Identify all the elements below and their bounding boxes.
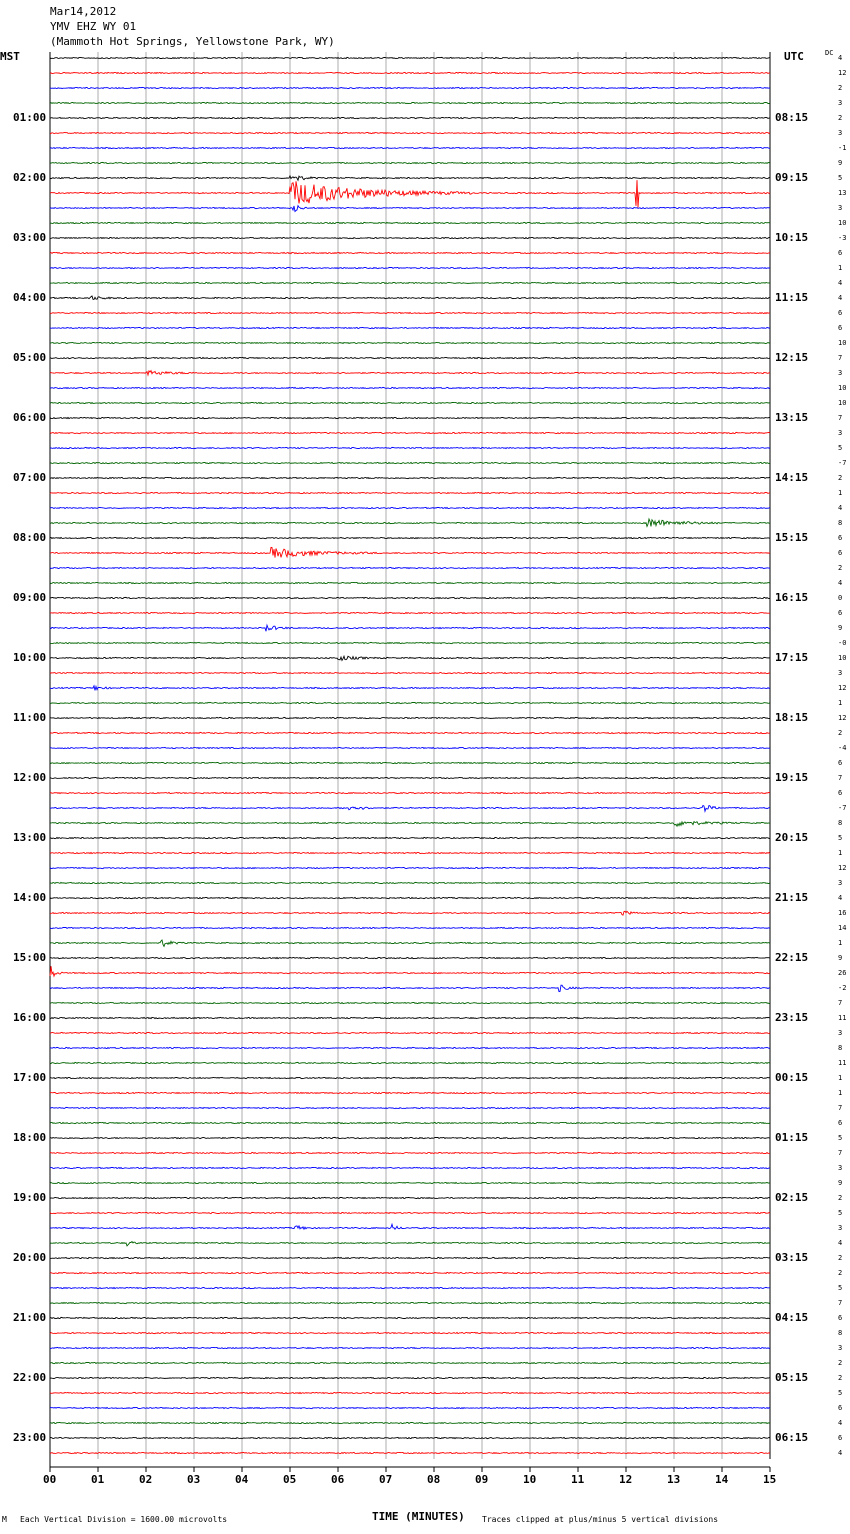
trace-row: [50, 342, 770, 343]
utc-hour-label: 21:15: [775, 891, 809, 904]
dc-offset-label: 6: [838, 1314, 843, 1322]
dc-offset-label: 6: [838, 309, 843, 317]
dc-offset-label: 12: [838, 684, 847, 692]
trace-row: [50, 940, 770, 946]
trace-row: [50, 1242, 770, 1246]
trace-row: [50, 957, 770, 958]
utc-hour-label: 15:15: [775, 531, 809, 544]
trace-row: [50, 852, 770, 853]
trace-row: [50, 702, 770, 703]
dc-offset-label: 4: [838, 1239, 843, 1247]
trace-row: [50, 567, 770, 568]
utc-hour-label: 14:15: [775, 471, 809, 484]
dc-offset-label: -4: [838, 744, 847, 752]
mst-hour-label: 07:00: [13, 471, 47, 484]
trace-row: [50, 147, 770, 148]
dc-offset-label: 6: [838, 1434, 843, 1442]
x-tick-label: 06: [331, 1473, 345, 1486]
trace-row: [50, 837, 770, 838]
trace-row: [50, 87, 770, 88]
dc-offset-label: 4: [838, 579, 843, 587]
dc-offset-label: 3: [838, 129, 843, 137]
utc-hour-label: 03:15: [775, 1251, 809, 1264]
utc-hour-label: 05:15: [775, 1371, 809, 1384]
mst-hour-label: 17:00: [13, 1071, 47, 1084]
dc-offset-label: 5: [838, 834, 843, 842]
x-tick-label: 14: [715, 1473, 729, 1486]
trace-row: [50, 132, 770, 133]
trace-row: [50, 222, 770, 223]
trace-row: [50, 371, 770, 375]
dc-offset-label: 4: [838, 894, 843, 902]
trace-row: [50, 1257, 770, 1258]
trace-row: [50, 642, 770, 643]
trace-row: [50, 1002, 770, 1003]
x-tick-label: 09: [475, 1473, 489, 1486]
trace-row: [50, 312, 770, 313]
dc-offset-label: 26: [838, 969, 847, 977]
chart-station: YMV EHZ WY 01: [50, 20, 137, 33]
dc-offset-label: 3: [838, 204, 843, 212]
trace-row: [50, 1107, 770, 1108]
dc-offset-label: 2: [838, 1269, 843, 1277]
dc-offset-label: 2: [838, 114, 843, 122]
trace-row: [50, 1137, 770, 1138]
trace-row: [50, 672, 770, 673]
trace-row: [50, 985, 770, 991]
utc-hour-label: 10:15: [775, 231, 809, 244]
utc-hour-label: 06:15: [775, 1431, 809, 1444]
trace-row: [50, 176, 770, 180]
trace-row: [50, 537, 770, 538]
trace-row: [50, 1077, 770, 1078]
x-tick-label: 04: [235, 1473, 249, 1486]
trace-row: [50, 1407, 770, 1408]
dc-offset-label: 3: [838, 1224, 843, 1232]
trace-row: [50, 792, 770, 793]
trace-row: [50, 282, 770, 283]
mst-hour-label: 03:00: [13, 231, 47, 244]
trace-row: [50, 296, 770, 299]
dc-offset-label: 9: [838, 624, 843, 632]
dc-offset-label: 5: [838, 1389, 843, 1397]
chart-location: (Mammoth Hot Springs, Yellowstone Park, WY): [50, 35, 335, 48]
trace-row: [50, 206, 770, 212]
trace-row: [50, 1392, 770, 1393]
mst-hour-label: 12:00: [13, 771, 47, 784]
dc-offset-label: 6: [838, 534, 843, 542]
x-tick-label: 01: [91, 1473, 105, 1486]
utc-hour-label: 20:15: [775, 831, 809, 844]
mst-hour-label: 19:00: [13, 1191, 47, 1204]
utc-hour-label: 18:15: [775, 711, 809, 724]
dc-offset-label: 6: [838, 549, 843, 557]
mst-hour-label: 11:00: [13, 711, 47, 724]
dc-offset-label: 6: [838, 1404, 843, 1412]
dc-offset-label: 14: [838, 924, 847, 932]
dc-offset-label: 3: [838, 99, 843, 107]
dc-offset-label: 8: [838, 1329, 843, 1337]
utc-hour-label: 02:15: [775, 1191, 809, 1204]
trace-row: [50, 180, 770, 207]
mst-hour-label: 01:00: [13, 111, 47, 124]
mst-hour-label: 09:00: [13, 591, 47, 604]
dc-offset-label: 2: [838, 84, 843, 92]
dc-offset-label: 2: [838, 1359, 843, 1367]
mst-hour-label: 04:00: [13, 291, 47, 304]
dc-offset-label: 8: [838, 519, 843, 527]
trace-row: [50, 432, 770, 433]
trace-row: [50, 1317, 770, 1318]
trace-row: [50, 72, 770, 73]
trace-row: [50, 1122, 770, 1123]
trace-row: [50, 519, 770, 526]
dc-offset-label: 1: [838, 264, 843, 272]
dc-offset-label: 1: [838, 1074, 843, 1082]
trace-row: [50, 1197, 770, 1198]
dc-offset-label: 2: [838, 564, 843, 572]
dc-offset-label: 3: [838, 1344, 843, 1352]
trace-row: [50, 1017, 770, 1018]
x-tick-label: 12: [619, 1473, 633, 1486]
trace-row: [50, 625, 770, 631]
trace-row: [50, 1032, 770, 1033]
trace-row: [50, 656, 770, 660]
trace-row: [50, 1224, 770, 1229]
dc-header-label: DC: [825, 49, 834, 57]
trace-row: [50, 1377, 770, 1378]
trace-row: [50, 477, 770, 478]
dc-offset-label: 1: [838, 1089, 843, 1097]
mst-hour-label: 15:00: [13, 951, 47, 964]
x-axis-title: TIME (MINUTES): [372, 1510, 465, 1523]
utc-hour-label: 09:15: [775, 171, 809, 184]
dc-offset-label: 6: [838, 609, 843, 617]
dc-offset-label: 9: [838, 954, 843, 962]
dc-offset-label: 4: [838, 1419, 843, 1427]
dc-offset-label: 11: [838, 1014, 847, 1022]
x-tick-label: 10: [523, 1473, 537, 1486]
trace-row: [50, 402, 770, 403]
mst-hour-label: 10:00: [13, 651, 47, 664]
trace-row: [50, 717, 770, 718]
dc-offset-label: 8: [838, 1044, 843, 1052]
dc-offset-label: 10: [838, 219, 847, 227]
trace-row: [50, 867, 770, 868]
trace-row: [50, 612, 770, 613]
trace-row: [50, 57, 770, 58]
dc-offset-label: 2: [838, 1194, 843, 1202]
trace-row: [50, 462, 770, 463]
x-tick-label: 11: [571, 1473, 585, 1486]
dc-offset-label: 6: [838, 249, 843, 257]
trace-row: [50, 1152, 770, 1153]
dc-offset-label: 12: [838, 714, 847, 722]
dc-offset-label: 7: [838, 999, 843, 1007]
mst-hour-label: 22:00: [13, 1371, 47, 1384]
trace-row: [50, 822, 770, 827]
mst-hour-label: 06:00: [13, 411, 47, 424]
dc-offset-label: 2: [838, 1254, 843, 1262]
dc-offset-label: 4: [838, 279, 843, 287]
dc-offset-label: 13: [838, 189, 847, 197]
trace-row: [50, 966, 770, 976]
trace-row: [50, 102, 770, 103]
trace-row: [50, 492, 770, 493]
dc-offset-label: 10: [838, 399, 847, 407]
dc-offset-label: 6: [838, 1119, 843, 1127]
dc-offset-label: 3: [838, 1164, 843, 1172]
dc-offset-label: 1: [838, 699, 843, 707]
trace-row: [50, 882, 770, 883]
mst-hour-label: 13:00: [13, 831, 47, 844]
utc-hour-label: 08:15: [775, 111, 809, 124]
dc-offset-label: 2: [838, 729, 843, 737]
trace-row: [50, 237, 770, 238]
dc-offset-label: 12: [838, 69, 847, 77]
mst-hour-label: 20:00: [13, 1251, 47, 1264]
mst-hour-label: 23:00: [13, 1431, 47, 1444]
trace-row: [50, 597, 770, 598]
trace-row: [50, 897, 770, 898]
trace-row: [50, 777, 770, 778]
dc-offset-label: 11: [838, 1059, 847, 1067]
dc-offset-label: -2: [838, 984, 847, 992]
x-tick-label: 13: [667, 1473, 681, 1486]
trace-row: [50, 417, 770, 418]
dc-offset-label: 3: [838, 879, 843, 887]
trace-row: [50, 117, 770, 118]
dc-offset-label: -7: [838, 804, 847, 812]
dc-offset-label: 7: [838, 414, 843, 422]
trace-row: [50, 1047, 770, 1048]
dc-offset-label: 4: [838, 504, 843, 512]
dc-offset-label: 10: [838, 339, 847, 347]
dc-offset-label: 6: [838, 789, 843, 797]
utc-hour-label: 19:15: [775, 771, 809, 784]
utc-hour-label: 01:15: [775, 1131, 809, 1144]
dc-offset-label: 0: [838, 594, 843, 602]
footer-left-mark: M: [2, 1515, 7, 1524]
dc-offset-label: 7: [838, 1149, 843, 1157]
dc-offset-label: 1: [838, 489, 843, 497]
dc-offset-label: 3: [838, 369, 843, 377]
trace-row: [50, 1287, 770, 1288]
trace-row: [50, 1062, 770, 1063]
utc-hour-label: 00:15: [775, 1071, 809, 1084]
dc-offset-label: 10: [838, 384, 847, 392]
utc-hour-label: 12:15: [775, 351, 809, 364]
x-tick-label: 15: [763, 1473, 777, 1486]
x-tick-label: 07: [379, 1473, 393, 1486]
trace-row: [50, 1272, 770, 1273]
trace-row: [50, 1347, 770, 1348]
trace-row: [50, 1362, 770, 1363]
trace-row: [50, 686, 770, 691]
scale-note: Each Vertical Division = 1600.00 microvolts: [20, 1515, 228, 1524]
dc-offset-label: 7: [838, 1299, 843, 1307]
mst-hour-label: 08:00: [13, 531, 47, 544]
trace-row: [50, 447, 770, 448]
dc-offset-label: 2: [838, 1374, 843, 1382]
trace-row: [50, 387, 770, 388]
trace-row: [50, 162, 770, 163]
trace-row: [50, 1452, 770, 1453]
x-tick-label: 05: [283, 1473, 297, 1486]
dc-offset-label: 3: [838, 669, 843, 677]
clip-note: Traces clipped at plus/minus 5 vertical divisions: [482, 1515, 719, 1524]
dc-offset-label: 12: [838, 864, 847, 872]
trace-row: [50, 1437, 770, 1438]
dc-offset-label: 6: [838, 759, 843, 767]
trace-row: [50, 911, 770, 915]
trace-row: [50, 747, 770, 748]
trace-row: [50, 1422, 770, 1423]
trace-row: [50, 547, 770, 557]
dc-offset-label: 5: [838, 174, 843, 182]
trace-row: [50, 507, 770, 508]
mst-hour-label: 02:00: [13, 171, 47, 184]
utc-hour-label: 11:15: [775, 291, 809, 304]
left-timezone-label: MST: [0, 50, 20, 63]
trace-row: [50, 806, 770, 812]
utc-hour-label: 22:15: [775, 951, 809, 964]
right-timezone-label: UTC: [784, 50, 804, 63]
dc-offset-label: 5: [838, 444, 843, 452]
dc-offset-label: 1: [838, 939, 843, 947]
trace-row: [50, 327, 770, 328]
dc-offset-label: 7: [838, 1104, 843, 1112]
dc-offset-label: 5: [838, 1209, 843, 1217]
dc-offset-label: 9: [838, 159, 843, 167]
mst-hour-label: 14:00: [13, 891, 47, 904]
utc-hour-label: 16:15: [775, 591, 809, 604]
dc-offset-label: 1: [838, 849, 843, 857]
x-tick-label: 08: [427, 1473, 441, 1486]
x-tick-label: 00: [43, 1473, 57, 1486]
dc-offset-label: 5: [838, 1134, 843, 1142]
utc-hour-label: 04:15: [775, 1311, 809, 1324]
dc-offset-label: -0: [838, 639, 847, 647]
trace-row: [50, 252, 770, 253]
dc-offset-label: -3: [838, 234, 847, 242]
mst-hour-label: 05:00: [13, 351, 47, 364]
dc-offset-label: 9: [838, 1179, 843, 1187]
mst-hour-label: 21:00: [13, 1311, 47, 1324]
chart-date: Mar14,2012: [50, 5, 117, 18]
x-tick-label: 03: [187, 1473, 201, 1486]
trace-row: [50, 267, 770, 268]
mst-hour-label: 18:00: [13, 1131, 47, 1144]
dc-offset-label: 4: [838, 294, 843, 302]
dc-offset-label: 7: [838, 774, 843, 782]
dc-offset-label: 8: [838, 819, 843, 827]
dc-offset-label: 3: [838, 429, 843, 437]
trace-row: [50, 1302, 770, 1303]
trace-row: [50, 1167, 770, 1168]
dc-offset-label: -1: [838, 144, 847, 152]
dc-offset-label: 6: [838, 324, 843, 332]
dc-offset-label: 2: [838, 474, 843, 482]
trace-row: [50, 927, 770, 928]
dc-offset-label: -7: [838, 459, 847, 467]
dc-offset-label: 5: [838, 1284, 843, 1292]
utc-hour-label: 17:15: [775, 651, 809, 664]
x-tick-label: 02: [139, 1473, 153, 1486]
dc-offset-label: 4: [838, 54, 843, 62]
trace-row: [50, 1332, 770, 1333]
utc-hour-label: 23:15: [775, 1011, 809, 1024]
dc-offset-label: 7: [838, 354, 843, 362]
trace-row: [50, 582, 770, 583]
dc-offset-label: 3: [838, 1029, 843, 1037]
dc-offset-label: 10: [838, 654, 847, 662]
mst-hour-label: 16:00: [13, 1011, 47, 1024]
utc-hour-label: 13:15: [775, 411, 809, 424]
trace-row: [50, 762, 770, 763]
trace-row: [50, 732, 770, 733]
trace-row: [50, 1182, 770, 1183]
dc-offset-label: 16: [838, 909, 847, 917]
trace-row: [50, 357, 770, 358]
trace-row: [50, 1092, 770, 1093]
dc-offset-label: 4: [838, 1449, 843, 1457]
trace-row: [50, 1212, 770, 1213]
